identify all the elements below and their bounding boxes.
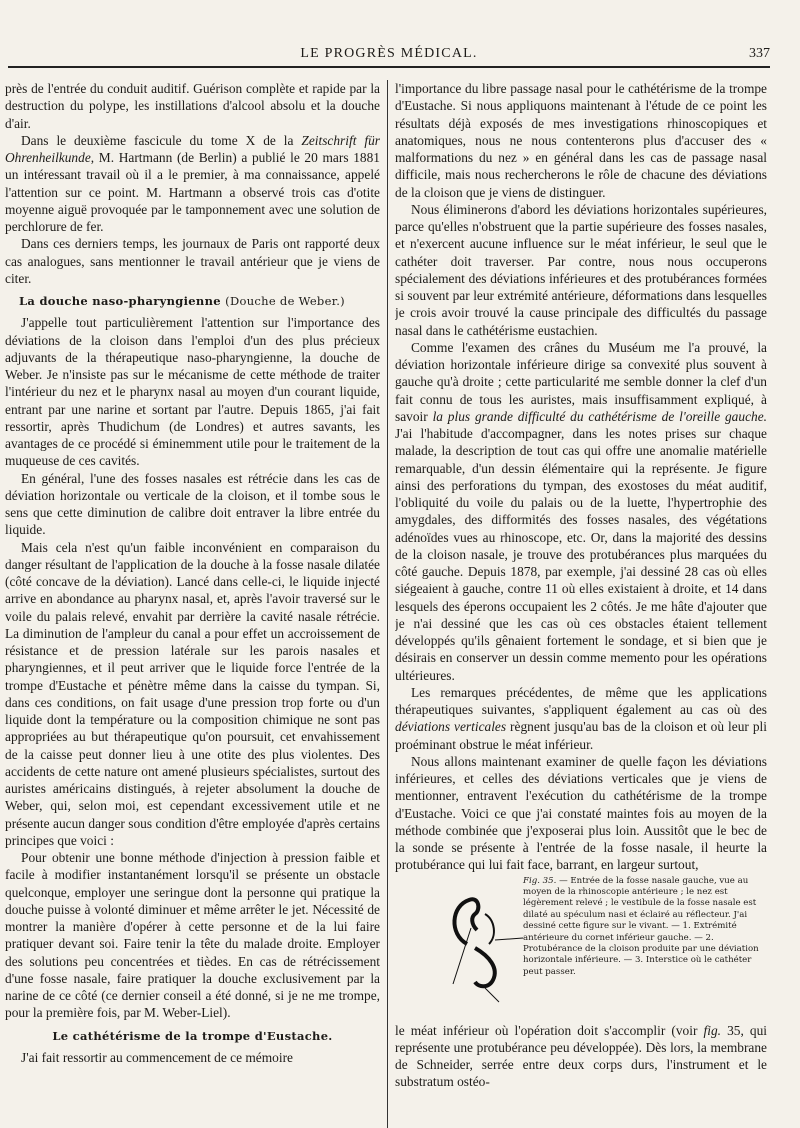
section-heading: Le cathétérisme de la trompe d'Eustache. — [52, 1028, 333, 1043]
running-header — [8, 40, 770, 68]
paragraph: Dans le deuxième fascicule du tome X de la Zeitschrift für Ohrenheilkunde, M. Hartmann (de Berlin) a publié le 20 mars 1881 un intéressant travail où il a le premier, à ma connaissance, appelé l'attention sur ce point. M. Hartmann a observé trois cas d'otite moyenne aiguë provoquée par le tamponnement avec une solution de perchlorure de fer. — [5, 132, 380, 234]
journal-name: Zeitschrift für Ohrenheilkunde — [5, 132, 380, 165]
paragraph: près de l'entrée du conduit auditif. Guérison complète et rapide par la destruction du polype, les instillations d'alcool absolu et la douche d'air. — [5, 81, 380, 131]
paragraph: En général, l'une des fosses nasales est rétrécie dans les cas de déviation horizontale ou verticale de la cloison, et il tombe sous le sens que cette diminution de calibre doit entraver la libre entrée du liquide. — [5, 470, 380, 538]
paragraph: Nous éliminerons d'abord les déviations horizontales supérieures, parce qu'elles n'obstruent que la partie supérieure des fosses nasales, et n'exercent aucune influence sur le méat inférieur, le seul que le cathéter doit traverser. Par contre, nous nous occuperons spécialement des déviations inférieures et des protubérances formées si souvent par leur extrémité antérieure, déformations dans lesquelles je crois avoir trouvé la cause principale des difficultés du passage nasal dans le cathétérisme eustachien. — [395, 201, 767, 338]
paragraph: le méat inférieur où l'opération doit s'accomplir (voir fig. 35, qui représente une protubérance peu développée). Dès lors, la membrane de Schneider, serrée entre deux corps durs, l'instrument et le substratum ostéo- — [395, 1022, 767, 1090]
paragraph: Nous allons maintenant examiner de quelle façon les déviations inférieures, et celles des déviations verticales que je viens de mentionner, entravent l'exécution du cathétérisme de la trompe d'Eustache. Voici ce que j'ai constaté maintes fois au moyen de la méthode combinée que j'exposerai plus loin. Aussitôt que le bec de la sonde se présente à l'entrée de la fosse nasale, il heurte la protubérance qui lui fait face, barrant, en largeur surtout, — [395, 753, 767, 873]
section-heading: La douche naso-pharyngienne (Douche de Weber.) — [19, 294, 345, 308]
paragraph: J'ai fait ressortir au commencement de ce mémoire — [21, 1049, 293, 1065]
right-column — [395, 80, 767, 1128]
nasal-passage-illustration — [445, 884, 525, 1004]
column-divider — [387, 80, 388, 1128]
paragraph: J'appelle tout particulièrement l'attention sur l'importance des déviations de la cloison dans l'emploi d'un des plus précieux adjuvants de la thérapeutique naso-pharyngienne, la douche de Weber. Je n'insiste pas sur le mécanisme de cette méthode de traiter l'intérieur du nez et le pharynx nasal au moyen d'un courant liquide, entrant par une narine et sortant par l'autre. Depuis 1865, j'ai fait ressortir, après Thudichum (de Londres) et autres savants, les avantages de ce procédé si éminemment utile pour le traitement de la muqueuse de ces cavités. — [5, 315, 380, 469]
paragraph: Pour obtenir une bonne méthode d'injection à pression faible et facile à modifier instantanément lorsqu'il se présente un obstacle quelconque, employer une seringue dont la personne qui pratique la douche puisse à volonté diminuer et même arrêter le jet. Nécessité de montrer la manière d'opérer à cette personne et de la lui faire pratiquer devant soi. Faire tenir la tête du malade droite. Employer des solutions peu concentrées et tièdes. En cas de rétrécissement d'une fosse nasale, faire pratiquer la douche exclusivement par la narine de ce côté (ce dernier conseil a été donné, si je ne me trompe, pour la première fois, par M. Weber-Liel). — [5, 850, 380, 1021]
journal-title: LE PROGRÈS MÉDICAL. — [300, 46, 478, 61]
figure-caption: Fig. 35. — Entrée de la fosse nasale gauche, vue au moyen de la rhinoscopie antérieure ; le nez est légèrement relevé ; le vestibule de la fosse nasale est dilaté au spéculum nasi et éclairé au réflecteur. J'ai dessiné cette figure sur le vivant. — 1. Extrémité antérieure du cornet inférieur gauche. — 2. Protubérance de la cloison produite par une déviation horizontale inférieure. — 3. Interstice où le cathéter peut passer. — [523, 875, 759, 977]
paragraph: Mais cela n'est qu'un faible inconvénient en comparaison du danger résultant de l'application de la douche à la fosse nasale dilatée (côté concave de la déviation). Lancé dans celle-ci, le liquide injecté arrive en abondance au pharynx nasal, et, après l'avoir traversé sur le voile du palais relevé, envahit par derrière la cavité nasale rétrécie. La diminution de l'ampleur du canal a pour effet un accroissement de résistance et de pression latérale sur les parois nasales et pharyngiennes, et il peut arriver que le liquide force l'entrée de la trompe d'Eustache et pénètre même dans la caisse du tympan. Si, dans ces conditions, on fait usage d'une pression trop forte ou d'un liquide dont la température ou la composition chimique ne sont pas appropriées au but thérapeutique qu'on poursuit, cet envahissement de la caisse peut donner lieu à une otite des plus violentes. Des accidents de cette nature ont amené plusieurs spécialistes, surtout des auristes américains distingués, à rejeter absolument la douche de Weber, qui, selon moi, est cependant excessivement utile et ne présente aucun danger sous condition d'être employée d'après certains principes que voici : — [5, 539, 380, 848]
paragraph: l'importance du libre passage nasal pour le cathétérisme de la trompe d'Eustache. Si nous appliquons maintenant à l'étude de ce point les résultats déjà exposés de mes investigations rhinoscopiques et anatomiques, nous ne nous contenterons plus d'accuser des « malformations du nez » en général dans les cas de passage nasal difficile, mais nous rechercherons le rôle de chacune des déviations de la cloison que je viens de distinguer. — [395, 81, 767, 200]
paragraph: Les remarques précédentes, de même que les applications thérapeutiques suivantes, s'appliquent également au cas où des déviations verticales règnent jusqu'au bas de la cloison et où leur pli proéminant obstrue le méat inférieur. — [395, 684, 767, 752]
page-number: 337 — [749, 46, 770, 61]
left-column — [5, 80, 380, 1128]
figure-35 — [395, 876, 767, 1018]
paragraph: Comme l'examen des crânes du Muséum me l'a prouvé, la déviation horizontale inférieure dirige sa convexité plus souvent à gauche qu'à droite ; cette particularité me semble donner la clef d'un fait connu de tous les auristes, mais insuffisamment expliqué, à savoir la plus grande difficulté du cathétérisme de l'oreille gauche. J'ai l'habitude d'accompagner, dans les notes prises sur chaque malade, la description de tout cas qui offre une anomalie matérielle remarquable, d'un dessin élémentaire qui la représente. Je figure ainsi des perforations du tympan, des exostoses du méat auditif, l'obliquité du voile du palais ou de la luette, l'hypertrophie des amygdales, des difformités des fosses nasales, des végétations adénoïdes vues au rhinoscope, etc. Or, dans la majorité des dessins de la cloison nasale, je trouve des protubérances plus marquées du côté gauche. Depuis 1878, par exemple, j'ai dessiné 28 cas où elles siégeaient à gauche, contre 11 où elles existaient à droite, et 14 dans lesquels des éperons occupaient les 2 côtés. Je me hâte d'ajouter que je n'ai dessiné que les cas où ces obstacles étaient tellement développés qu'ils gênaient fortement le sondage, et si bien que je désirais en conserver un dessin comme memento pour les opérations ultérieures. — [395, 339, 767, 683]
paragraph: Dans ces derniers temps, les journaux de Paris ont rapporté deux cas analogues, sans mentionner le travail antérieur que je viens de citer. — [5, 236, 380, 286]
